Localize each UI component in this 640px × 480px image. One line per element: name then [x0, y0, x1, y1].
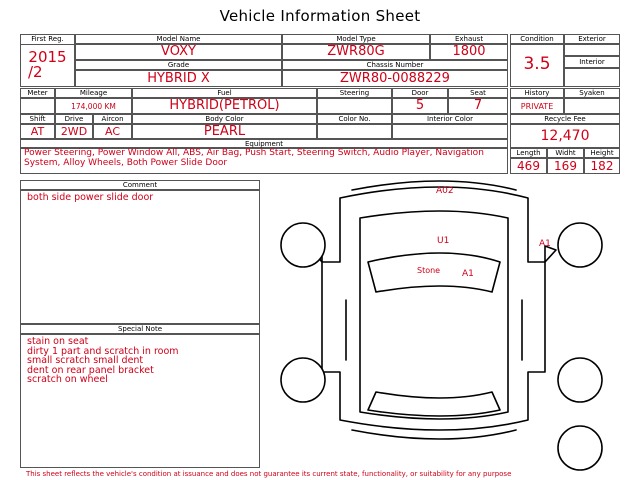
body-color-value: PEARL: [203, 125, 246, 138]
chassis-value: ZWR80-0088229: [340, 71, 450, 86]
fuel-value: HYBRID(PETROL): [169, 99, 280, 113]
disclaimer-footer: This sheet reflects the vehicle's condition at issuance and does not guarantee its current state, functionality, or suitability for any purpose: [26, 470, 512, 478]
equipment-header: Equipment: [245, 140, 283, 148]
interior-header: Interior: [579, 58, 605, 66]
door-value: 5: [415, 99, 425, 113]
page-title: Vehicle Information Sheet: [219, 7, 421, 25]
special-note-item: dirty 1 part and scratch in room: [27, 345, 179, 357]
model-type-header: Model Type: [336, 35, 376, 43]
special-note-item: scratch on wheel: [27, 374, 108, 386]
height-header: Height: [590, 149, 614, 157]
comment-text: both side power slide door: [27, 192, 154, 203]
width-value: 169: [554, 159, 577, 173]
meter-header: Meter: [27, 89, 48, 97]
mileage-header: Mileage: [79, 89, 108, 97]
history-header: History: [524, 89, 550, 97]
aircon-header: Aircon: [101, 115, 124, 123]
special-note-item: dent on rear panel bracket: [27, 364, 154, 376]
front-left-wheel: [281, 223, 325, 267]
damage-mark-windshield: A1: [462, 269, 474, 279]
door-header: Door: [411, 89, 429, 97]
front-right-wheel: [558, 223, 602, 267]
car-rear-window: [368, 392, 500, 416]
syaken-header: Syaken: [579, 89, 605, 97]
spare-wheel: [558, 426, 602, 470]
recycle-fee-header: Recycle Fee: [544, 115, 586, 123]
length-header: Length: [516, 149, 541, 157]
model-name-value: VOXY: [161, 45, 196, 59]
width-header: Widht: [555, 149, 576, 157]
equipment-value: Power Steering, Power Window All, ABS, Air Bag, Push Start, Steering Switch, Audio Player, Navigation System, Alloy Wheels, Both Power Slide Door: [24, 148, 484, 168]
car-cabin-outline: [360, 211, 508, 419]
mileage-value: 174,000 KM: [71, 102, 116, 111]
first-reg-header: First Reg.: [21, 35, 74, 45]
color-no-header: Color No.: [338, 115, 371, 123]
damage-mark-roof: U1: [437, 236, 450, 246]
fuel-header: Fuel: [217, 89, 232, 97]
model-type-value: ZWR80G: [327, 45, 385, 59]
rear-right-wheel: [558, 358, 602, 402]
length-value: 469: [517, 159, 540, 173]
car-rear-bumper: [352, 430, 516, 439]
grade-header: Grade: [167, 61, 190, 69]
first-reg-year: 2015: [28, 50, 67, 65]
drive-value: 2WD: [60, 125, 88, 138]
aircon-value: AC: [104, 125, 120, 138]
drive-header: Drive: [64, 115, 84, 123]
condition-header: Condition: [520, 35, 554, 43]
exhaust-header: Exhaust: [454, 35, 484, 43]
rear-left-wheel: [281, 358, 325, 402]
history-value: PRIVATE: [520, 102, 554, 111]
chassis-header: Chassis Number: [366, 61, 424, 69]
special-note-item: stain on seat: [27, 336, 89, 347]
comment-header: Comment: [122, 181, 158, 189]
damage-mark-right-side: A1: [539, 239, 551, 249]
shift-value: AT: [30, 125, 45, 138]
seat-value: 7: [473, 99, 483, 113]
body-color-header: Body Color: [205, 115, 244, 123]
height-value: 182: [590, 159, 614, 173]
interior-color-header: Interior Color: [426, 115, 474, 123]
special-note-item: small scratch small dent: [27, 355, 144, 367]
car-front-bumper: [352, 181, 516, 190]
special-note-header: Special Note: [117, 325, 163, 333]
exhaust-value: 1800: [452, 45, 486, 59]
damage-mark-stone: Stone: [417, 266, 441, 275]
grade-value: HYBRID X: [147, 71, 210, 86]
car-body-outline: [322, 187, 545, 430]
steering-header: Steering: [339, 89, 370, 97]
condition-value: 3.5: [523, 56, 551, 73]
exterior-header: Exterior: [578, 35, 606, 43]
damage-mark-top: A02: [436, 186, 454, 196]
seat-header: Seat: [470, 89, 486, 97]
recycle-fee-value: 12,470: [540, 128, 590, 144]
model-name-header: Model Name: [156, 35, 201, 43]
shift-header: Shift: [29, 115, 46, 123]
first-reg-month: /2: [28, 65, 43, 80]
